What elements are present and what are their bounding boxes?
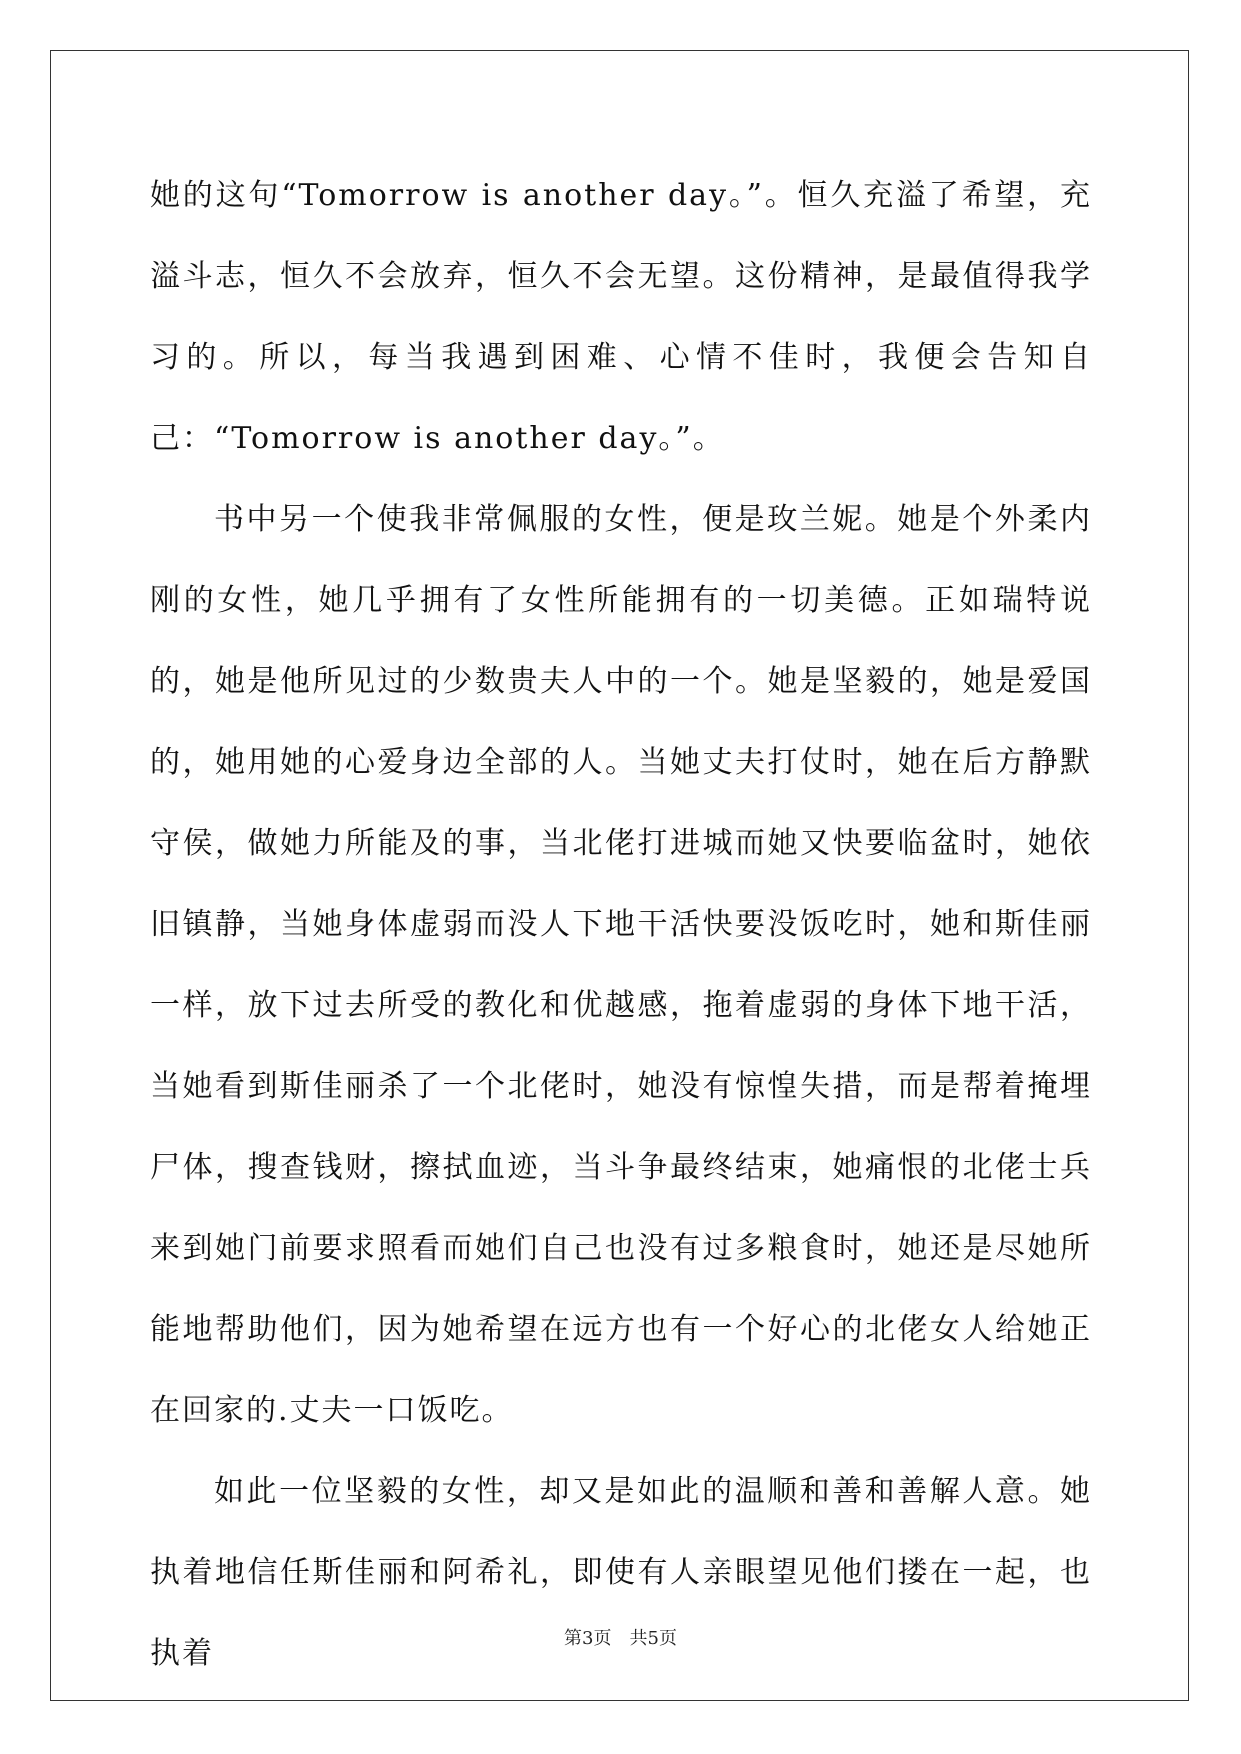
document-body [150,155,1092,1694]
page-number-footer: 第3页 共5页 [564,1628,677,1649]
paragraph-3: 如此一位坚毅的女性，却又是如此的温顺和善和善解人意。她执着地信任斯佳丽和阿希礼，即使有人亲眼望见他们搂在一起，也执着 [150,1474,1092,1671]
paragraph-1: 她的这句“Tomorrow is another day。”。恒久充溢了希望，充溢斗志，恒久不会放弃，恒久不会无望。这份精神，是最值得我学习的。所以，每当我遇到困难、心情不佳时，我便会告知自己：“Tomorrow is another day。”。 [150,178,1092,456]
paragraph-2: 书中另一个使我非常佩服的女性，便是玫兰妮。她是个外柔内刚的女性，她几乎拥有了女性所能拥有的一切美德。正如瑞特说的，她是他所见过的少数贵夫人中的一个。她是坚毅的，她是爱国的，她用她的心爱身边全部的人。当她丈夫打仗时，她在后方静默守侯，做她力所能及的事，当北佬打进城而她又快要临盆时，她依旧镇静，当她身体虚弱而没人下地干活快要没饭吃时，她和斯佳丽一样，放下过去所受的教化和优越感，拖着虚弱的身体下地干活，当她看到斯佳丽杀了一个北佬时，她没有惊惶失措，而是帮着掩埋尸体，搜查钱财，擦拭血迹，当斗争最终结束，她痛恨的北佬士兵来到她门前要求照看而她们自己也没有过多粮食时，她还是尽她所能地帮助他们，因为她希望在远方也有一个好心的北佬女人给她正在回家的.丈夫一口饭吃。 [150,502,1092,1428]
